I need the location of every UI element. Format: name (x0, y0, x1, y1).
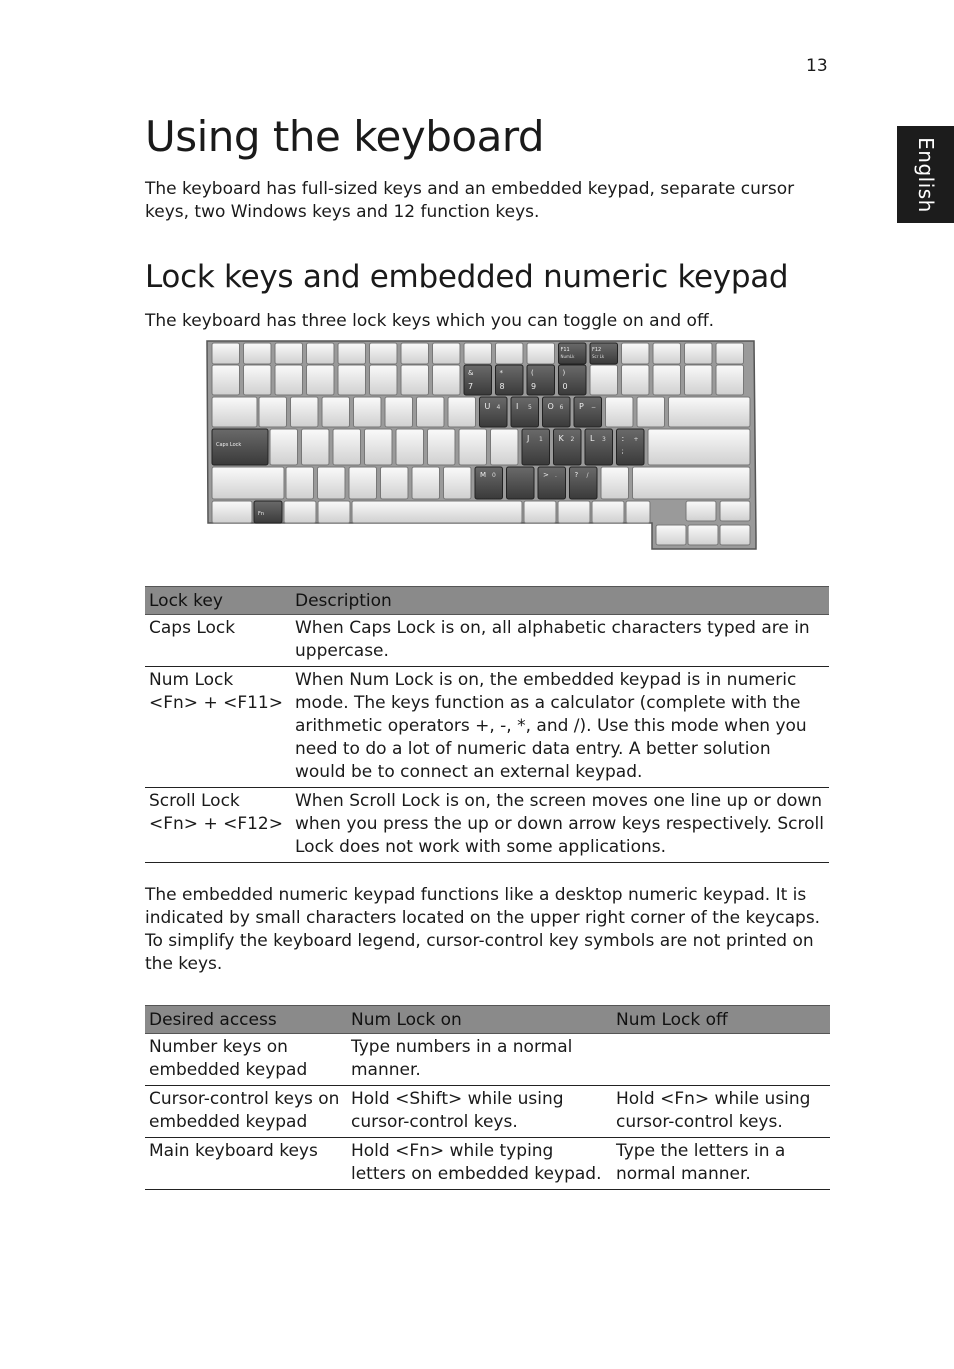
key (417, 397, 445, 427)
space-key (352, 501, 522, 523)
cell-text: while typing letters on embedded keypad. (351, 1141, 602, 1184)
key (275, 365, 303, 395)
cell-key: <Shift> (395, 1089, 463, 1109)
key (491, 429, 519, 465)
digit-label: 0 (562, 382, 568, 391)
header-description: Description (291, 587, 829, 615)
num-lock-on-cell (347, 1138, 612, 1190)
cell-text: while using cursor-control keys. (616, 1089, 811, 1132)
cell-key: <Fn> (395, 1141, 445, 1161)
key (212, 343, 240, 364)
letter-label: K (558, 434, 564, 443)
letter-label: > (543, 471, 549, 479)
num-lock-on-cell (347, 1086, 612, 1138)
letter-label: M (480, 471, 487, 479)
arrow-right-key (720, 525, 750, 545)
page-number: 13 (806, 56, 828, 76)
lock-key-cell (145, 788, 291, 863)
letter-label: P (579, 402, 584, 411)
language-tab (897, 126, 954, 223)
access-cell: Main keyboard keys (145, 1138, 347, 1190)
f11-label: F11 (560, 347, 570, 353)
cell-text: while using cursor-control keys. (351, 1089, 564, 1132)
lock-key-combo: <Fn> + <F11> (149, 693, 283, 713)
digit-label: 9 (531, 382, 537, 391)
keypad-label: . (555, 472, 557, 479)
keypad-label: / (586, 472, 589, 479)
key (286, 467, 314, 499)
key (318, 467, 346, 499)
intro-paragraph: The keyboard has full-sized keys and an embedded keypad, separate cursor keys, two Windows keys and 12 function keys. (145, 179, 795, 222)
semicolon-label: ; (621, 447, 624, 455)
keypad-label: 2 (570, 436, 575, 443)
f11-sub-label: NumLk (560, 354, 575, 359)
key (444, 467, 472, 499)
keypad-paragraph: The embedded numeric keypad functions like a desktop numeric keypad. It is indicated by small characters located on the upper right corner of the keycaps. To simplify the keyboard legend, cursor-control key symbols are not printed on the keys. (145, 885, 821, 974)
keypad-access-table (145, 1005, 830, 1190)
key (212, 365, 240, 395)
key (365, 429, 393, 465)
key (527, 343, 555, 364)
header-desired-access: Desired access (145, 1006, 347, 1034)
key (459, 429, 487, 465)
keypad-label: 0 (492, 472, 496, 479)
table-row (145, 1086, 830, 1138)
enter-key (648, 429, 750, 465)
key (244, 365, 272, 395)
symbol-label: ( (531, 369, 534, 377)
lock-key-cell (145, 667, 291, 788)
menu-key (592, 501, 624, 523)
key (428, 429, 456, 465)
key (338, 365, 366, 395)
access-cell: Number keys on embedded keypad (145, 1034, 347, 1086)
key (270, 429, 298, 465)
keypad-label: − (591, 404, 597, 411)
cell-text: Hold (616, 1089, 661, 1109)
key (302, 429, 330, 465)
header-lock-key: Lock key (145, 587, 291, 615)
key (354, 397, 382, 427)
key (370, 365, 398, 395)
key (291, 397, 319, 427)
key (622, 343, 650, 364)
key (685, 365, 713, 395)
keyboard-image (204, 337, 758, 552)
num-lock-on-cell (347, 1034, 612, 1086)
symbol-label: * (499, 369, 503, 377)
cell-text: Hold (351, 1141, 396, 1161)
key (637, 397, 665, 427)
header-num-lock-on: Num Lock on (347, 1006, 612, 1034)
key (653, 365, 681, 395)
language-tab-label: English (913, 136, 938, 213)
keypad-label: 1 (539, 436, 543, 443)
key (338, 343, 366, 364)
page-title: Using the keyboard (145, 112, 545, 161)
caps-lock-label: Caps Lock (216, 442, 242, 448)
key (275, 343, 303, 364)
table-row (145, 788, 829, 863)
alt-gr-key (524, 501, 556, 523)
key (716, 343, 744, 364)
key (385, 397, 413, 427)
letter-label: L (590, 434, 595, 443)
key (322, 397, 350, 427)
table-row (145, 1138, 830, 1190)
lock-key-name: Caps Lock (149, 618, 236, 638)
cell-key: <Fn> (660, 1089, 710, 1109)
key (716, 365, 744, 395)
ctrl-key (626, 501, 650, 523)
num-lock-off-cell (612, 1138, 830, 1190)
win-key (284, 501, 316, 523)
key (653, 343, 681, 364)
arrow-down-key (688, 525, 718, 545)
keypad-label: 5 (528, 404, 532, 411)
f12-label: F12 (592, 347, 602, 353)
cell-text: Type numbers in a normal manner. (351, 1037, 573, 1080)
table-row (145, 667, 829, 788)
keypad-label: 6 (559, 404, 564, 411)
letter-label: J (527, 434, 530, 443)
key (601, 467, 629, 499)
symbol-label: ) (562, 369, 566, 377)
header-num-lock-off: Num Lock off (612, 1006, 830, 1034)
keypad-letter-key (507, 467, 535, 499)
keypad-label: + (633, 436, 639, 443)
keyboard-illustration (204, 337, 758, 552)
table-row (145, 1034, 830, 1086)
table-header-row (145, 1006, 830, 1034)
cell-text: Type the letters in a normal manner. (616, 1141, 786, 1184)
win-key (558, 501, 590, 523)
key (464, 343, 492, 364)
letter-label: I (516, 402, 519, 411)
key (244, 343, 272, 364)
lock-key-name: Num Lock (149, 670, 234, 690)
fn-label: Fn (258, 511, 265, 517)
lock-desc-cell: When Scroll Lock is on, the screen moves one line up or down when you press the up or down arrow keys respectively. Scroll Lock does not work with some applications. (291, 788, 829, 863)
digit-label: 8 (499, 382, 505, 391)
arrow-up-key (686, 501, 716, 521)
key (433, 365, 461, 395)
cell-text: Hold (351, 1089, 396, 1109)
key (307, 365, 335, 395)
key (333, 429, 361, 465)
left-shift-key (212, 467, 284, 499)
num-lock-off-cell (612, 1086, 830, 1138)
letter-label: : (621, 434, 625, 443)
lock-key-name: Scroll Lock (149, 791, 240, 811)
section-title: Lock keys and embedded numeric keypad (145, 259, 789, 295)
symbol-label: & (468, 369, 474, 377)
num-lock-off-cell (612, 1034, 830, 1086)
lock-desc-cell: When Caps Lock is on, all alphabetic characters typed are in uppercase. (291, 615, 829, 667)
key (401, 343, 429, 364)
right-shift-key (633, 467, 751, 499)
backslash-key (669, 397, 751, 427)
key (307, 343, 335, 364)
key (590, 365, 618, 395)
key (720, 501, 750, 521)
lock-key-cell (145, 615, 291, 667)
digit-label: 7 (468, 382, 474, 391)
lock-desc-cell: When Num Lock is on, the embedded keypad is in numeric mode. The keys function as a calculator (complete with the arithmetic operators +, -, *, and /). Use this mode when you need to do a lot of numeric data entry. A better solution would be to connect an external keypad. (291, 667, 829, 788)
letter-label: U (484, 402, 491, 411)
alt-key (318, 501, 350, 523)
tab-key (212, 397, 257, 427)
f12-sub-label: Scr Lk (592, 354, 605, 359)
ctrl-key (212, 501, 252, 523)
letter-label: ? (574, 471, 579, 479)
key (412, 467, 440, 499)
key (622, 365, 650, 395)
key (370, 343, 398, 364)
key (349, 467, 377, 499)
key (259, 397, 287, 427)
key (685, 343, 713, 364)
key (396, 429, 424, 465)
lock-keys-table (145, 586, 829, 863)
key (448, 397, 476, 427)
table-row (145, 615, 829, 667)
access-cell: Cursor-control keys on embedded keypad (145, 1086, 347, 1138)
key (381, 467, 409, 499)
keypad-label: 4 (496, 404, 501, 411)
section-intro: The keyboard has three lock keys which you can toggle on and off. (145, 311, 715, 331)
letter-label: O (547, 402, 554, 411)
key (433, 343, 461, 364)
arrow-left-key (656, 525, 686, 545)
lock-key-combo: <Fn> + <F12> (149, 814, 283, 834)
key (496, 343, 524, 364)
key (606, 397, 634, 427)
key (401, 365, 429, 395)
table-header-row (145, 587, 829, 615)
keypad-label: 3 (602, 436, 606, 443)
